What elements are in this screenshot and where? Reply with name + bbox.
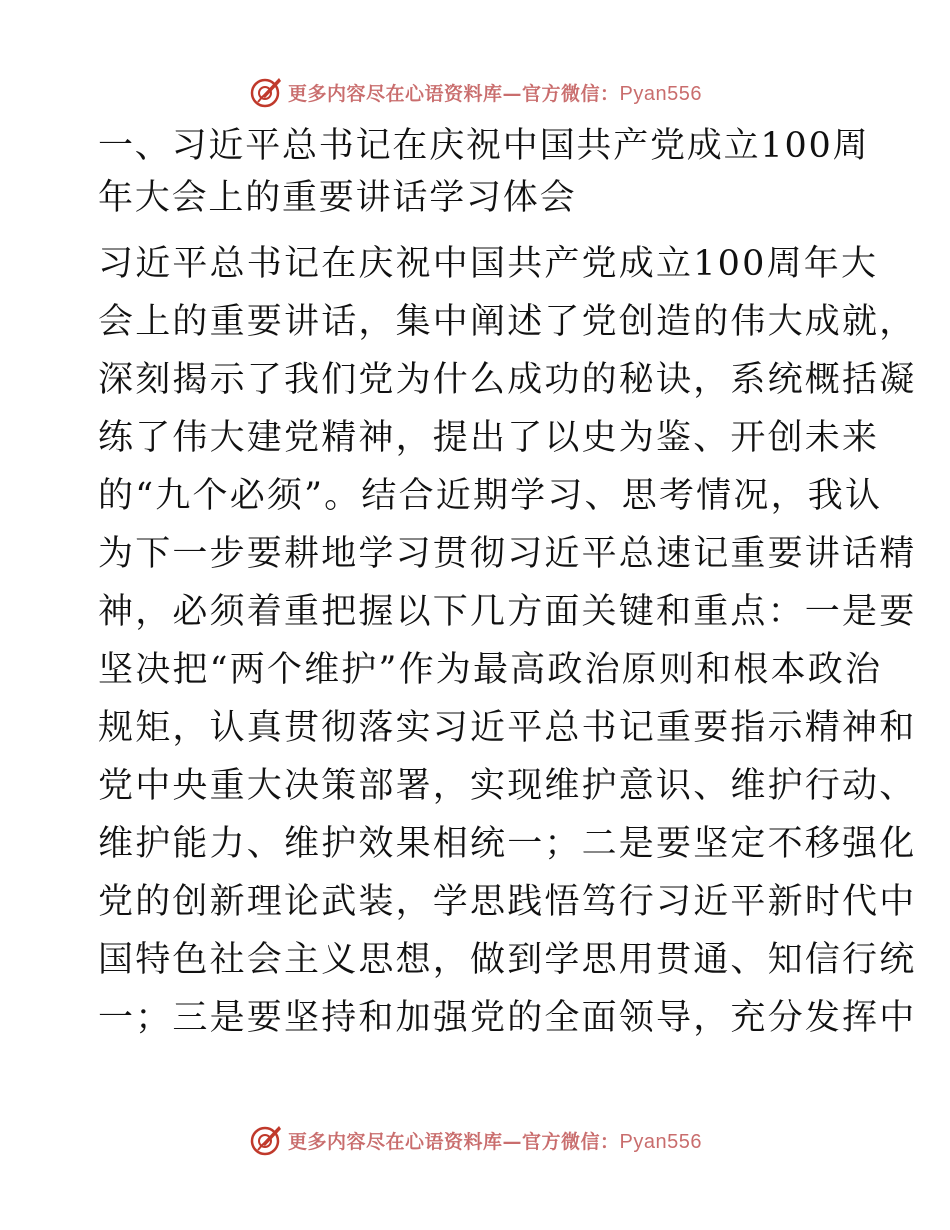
body-line: 神，必须着重把握以下几方面关键和重点：一是要: [98, 592, 917, 632]
heading-line-1: 一、习近平总书记在庆祝中国共产党成立100周: [98, 126, 870, 166]
body-line: 会上的重要讲话，集中阐述了党创造的伟大成就，: [98, 302, 917, 342]
header-banner-text: [288, 79, 702, 106]
heading-line-2: 年大会上的重要讲话学习体会: [98, 178, 577, 218]
quill-logo-icon: [248, 74, 284, 110]
body-line: 坚决把“两个维护”作为最高政治原则和根本政治: [98, 650, 883, 690]
footer-banner-label: 更多内容尽在心语资料库—官方微信：: [288, 1130, 620, 1153]
footer-banner: [0, 1120, 950, 1160]
section-heading: [98, 120, 870, 224]
body-text: [98, 235, 917, 1047]
quill-logo-icon: [248, 1122, 284, 1158]
header-banner: [0, 72, 950, 112]
body-line: 国特色社会主义思想，做到学思用贯通、知信行统: [98, 940, 917, 980]
body-line: 党中央重大决策部署，实现维护意识、维护行动、: [98, 766, 917, 806]
body-line: 规矩，认真贯彻落实习近平总书记重要指示精神和: [98, 708, 917, 748]
footer-wechat-id: Pyan556: [619, 1130, 702, 1153]
body-line: 党的创新理论武装，学思践悟笃行习近平新时代中: [98, 882, 917, 922]
body-line: 一；三是要坚持和加强党的全面领导，充分发挥中: [98, 998, 917, 1038]
header-banner-label: 更多内容尽在心语资料库—官方微信：: [288, 82, 620, 105]
body-line: 为下一步要耕地学习贯彻习近平总速记重要讲话精: [98, 534, 917, 574]
body-line: 维护能力、维护效果相统一；二是要坚定不移强化: [98, 824, 917, 864]
body-line: 习近平总书记在庆祝中国共产党成立100周年大: [98, 244, 879, 284]
footer-banner-text: [288, 1127, 702, 1154]
body-line: 练了伟大建党精神，提出了以史为鉴、开创未来: [98, 418, 880, 458]
body-line: 的“九个必须”。结合近期学习、思考情况，我认: [98, 476, 883, 516]
body-line: 深刻揭示了我们党为什么成功的秘诀，系统概括凝: [98, 360, 917, 400]
header-wechat-id: Pyan556: [619, 82, 702, 105]
